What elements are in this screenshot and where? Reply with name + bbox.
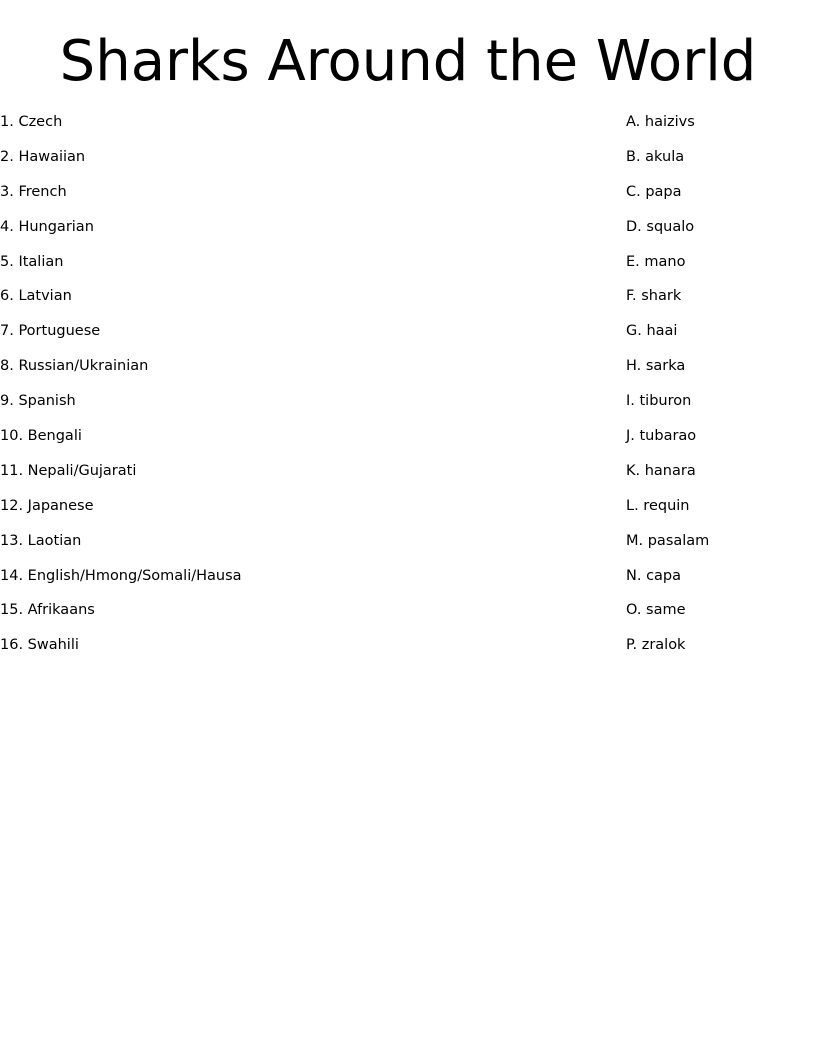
answer-list [626,111,816,669]
list-item: 15. Afrikaans [0,602,95,619]
list-item: P. zralok [626,637,686,654]
list-item: M. pasalam [626,532,710,549]
list-item: C. papa [626,183,682,200]
list-item: I. tiburon [626,393,692,410]
list-item: O. same [626,602,686,619]
list-item: 3. French [0,183,67,200]
list-item: N. capa [626,567,682,584]
list-item: 5. Italian [0,253,64,270]
clue-list [0,111,420,669]
list-item: F. shark [626,288,682,305]
list-item: 12. Japanese [0,497,94,514]
page-title: Sharks Around the World [59,29,757,94]
list-item: 16. Swahili [0,637,79,654]
list-item: E. mano [626,253,686,270]
list-item: K. hanara [626,462,696,479]
list-item: D. squalo [626,218,695,235]
list-item: 13. Laotian [0,532,82,549]
list-item: 10. Bengali [0,428,82,445]
list-item: B. akula [626,148,685,165]
list-item: J. tubarao [626,428,697,445]
list-item: G. haai [626,323,678,340]
list-item: 11. Nepali/Gujarati [0,462,137,479]
list-item: 6. Latvian [0,288,72,305]
list-item: 8. Russian/Ukrainian [0,358,149,375]
list-item: 9. Spanish [0,393,76,410]
list-item: 7. Portuguese [0,323,101,340]
list-item: A. haizivs [626,114,695,130]
list-item: 4. Hungarian [0,218,94,235]
list-item: 14. English/Hmong/Somali/Hausa [0,567,242,584]
list-item: 2. Hawaiian [0,148,86,165]
list-item: 1. Czech [0,114,63,130]
list-item: L. requin [626,497,690,514]
list-item: H. sarka [626,358,686,375]
